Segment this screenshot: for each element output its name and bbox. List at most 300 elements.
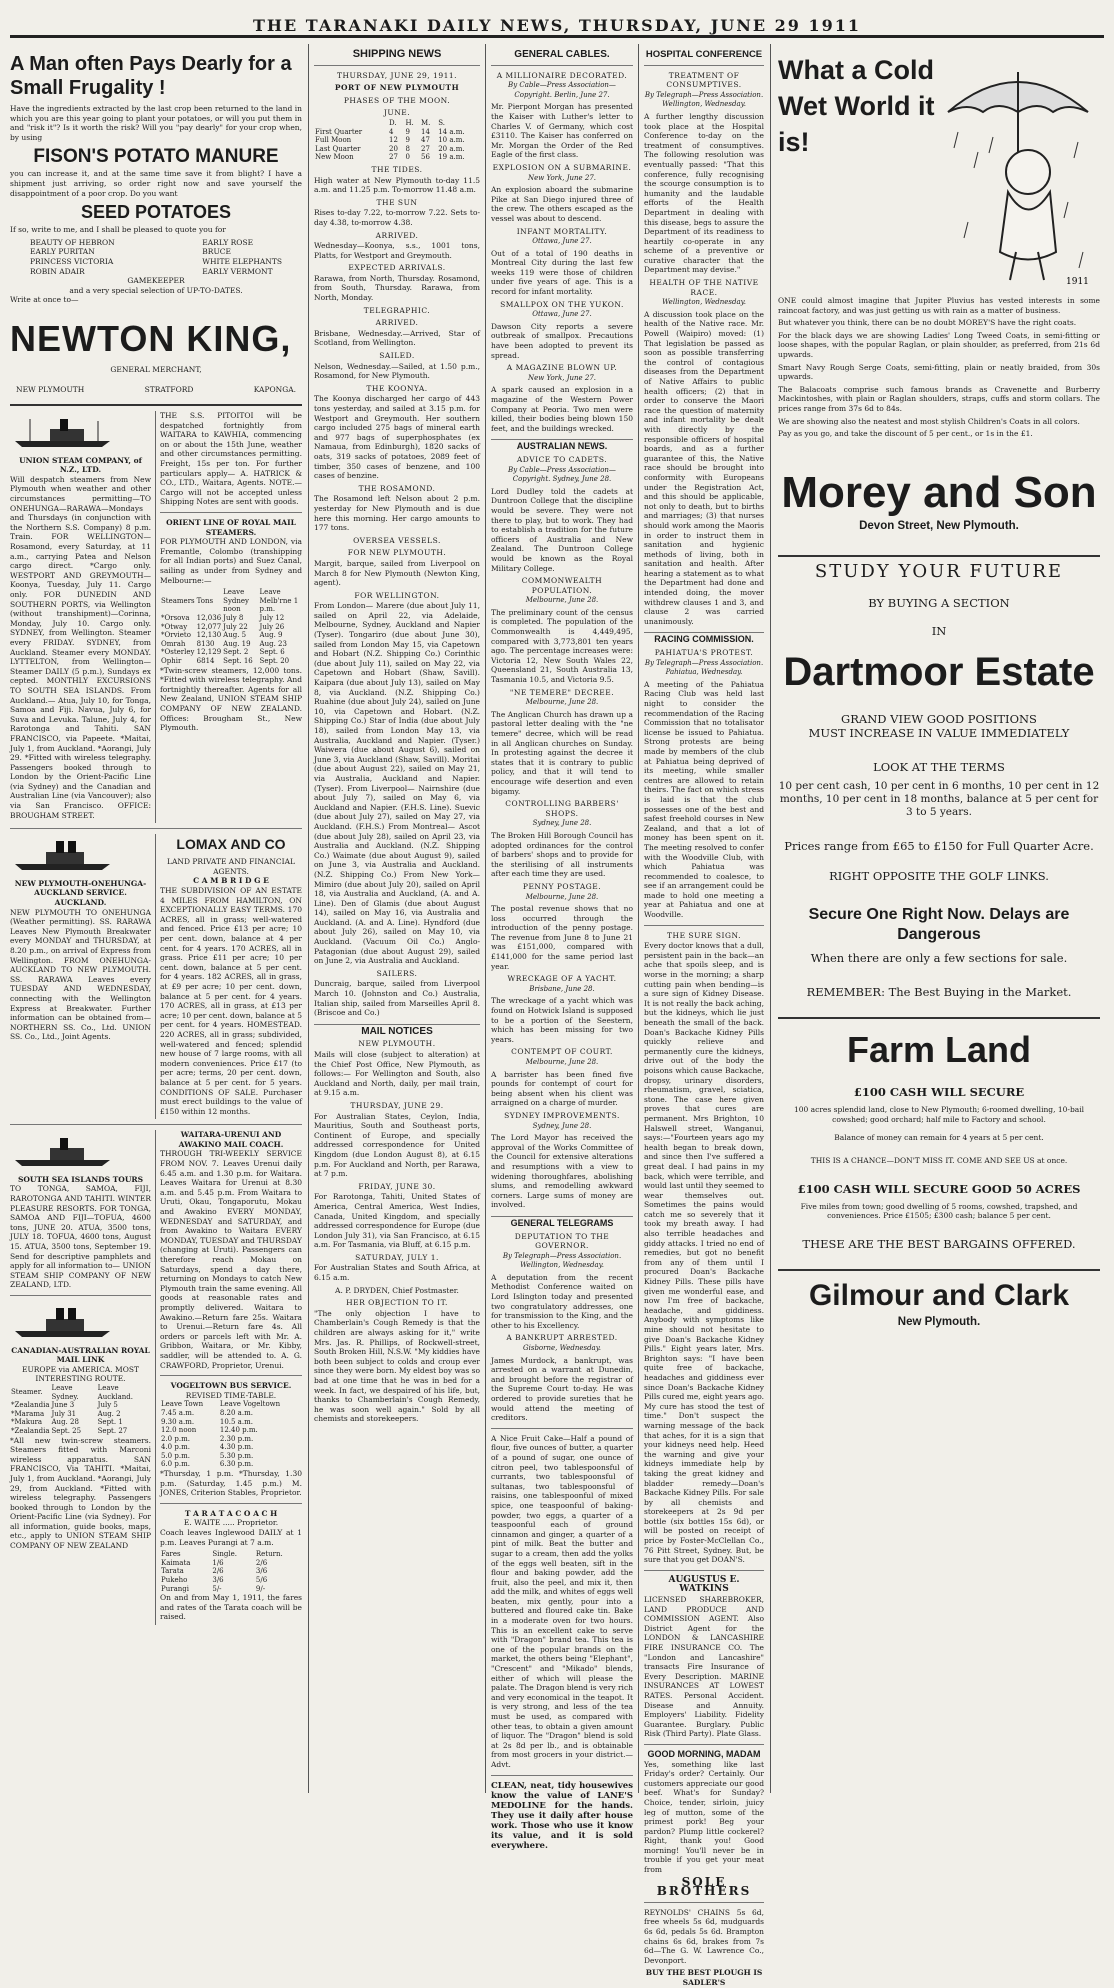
orient-text: FOR PLYMOUTH AND LONDON, via Fremantle, Colombo (transhipping for all Indian ports) and Suez Canal, sailing as under from Sydney and Melbourne:— (160, 537, 302, 585)
table-cell: Ophir (161, 656, 182, 665)
ad-text: We are showing also the neatest and most stylish Children's Coats in all colors. (778, 416, 1080, 426)
section-heading: AUSTRALIAN NEWS. (491, 439, 633, 452)
table-row (160, 657, 302, 666)
article-text: A barrister has been fined five pounds for contempt of court for being absent when his client was arraigned on a charge of murder. (491, 1069, 633, 1108)
tarata-prop: E. WAITE ..... Proprietor. (183, 1518, 279, 1528)
article-headline: COMMONWEALTH POPULATION. (521, 576, 603, 595)
ad-text: But whatever you think, there can be no doubt MOREY'S have the right coats. (778, 318, 1077, 328)
article-headline: THE SURE SIGN. (667, 930, 741, 940)
article-text: Every doctor knows that a dull, persistent pain in the back—an ache that spoils sleep, and is worse in the morning; a sharp cutting pain when bending—is a sure sign of Kidney Disease. It is not really the back aching, but the kidneys, which lie just beneath the small of the back. Doan's Backache Kidney Pills quickly relieve and permanently cure the kidneys, drive out of the body the poisons which cause Backache, dropsy, urinary disorders, rheumatism, gravel, sciatica, stone. The case here given proves that cures are permanent. Mrs Brighton, 10 Halswell street, Wanganui, says:—"Fourteen years ago my health began to break down, and since then I've suffered a great deal. I had pains in my back, which were terrible, and would last until they seemed to wear themselves out. Sometimes the pains would catch me so severely that it took my breath away. I had also terrible headaches and giddy attacks. I tried no end of remedies, but got no benefit from any of them until I procured Doan's Backache Kidney Pills. These pills have given me wonderful ease, and now I'm free of backache, headache, and giddiness. Anybody with symptoms like mine should not hesitate to give Doan's Backache Kidney Pills." Eight years later, Mrs. Brighton says: "I have been quite free of backache, headaches and giddiness ever since Doan's Backache Kidney Pills cured me, eight years ago. My cure has stood the test of time." Don't suspect the warning message of the back that aches, for it is a sign that your kidneys need help. Heed the warning and give your kidneys immediate help by taking the great kidney and bladder remedy—Doan's Backache Kidney Pills. For sale by all chemists and storekeepers at 2s 9d per bottle (six bottles 15s 6d), or will be posted on receipt of price by Foster-McClellan Co., 76 Pitt Street, Sydney. But, be sure that you get DOAN'S. (644, 941, 764, 1565)
dateline: By Cable—Press Association—Copyright. Berlin, June 27. (508, 81, 616, 99)
table-row (160, 1460, 302, 1469)
table-cell: Aug. 2 (97, 1409, 121, 1418)
divider (314, 65, 480, 66)
table-cell: Sept. 25 (51, 1426, 82, 1435)
article-text: An explosion aboard the submarine Pike at San Diego injured three of the crew. The others escaped as the vessel was about to descend. (491, 185, 633, 223)
article-headline: CONTROLLING BARBERS' SHOPS. (505, 799, 619, 818)
awaki-text: THROUGH TRI-WEEKLY SERVICE FROM NOV. 7. Leaves Urenui daily 6.45 a.m. and 1.30 p.m. for Waitara. Leaves Waitara for Urenui at 8.30 a.m. and 5.45 p.m. From Waitara to Uruti, Okau, Tongaporutu, Mokau and Awakino EVERY MONDAY, WEDNESDAY and SATURDAY, and from Awakino to Waitara EVERY MONDAY, TUESDAY and THURSDAY (changing at Uruti). Passengers can therefore reach Mokau on Saturdays, spend a day there, returning on Mondays to catch New Plymouth train the same evening. All goods at reasonable rates and promptly delivered. Waitara to Awakino.—Return fare 25s. Waitara to Urenui.—Return fare 4s. All orders or parcels left with Mr. A. Gribbon, Waitara, or Mr. Kibby, saddler, will be attended to. A. G. CRAWFORD, Proprietor, Urenui. (160, 1149, 302, 1370)
article-headline: TREATMENT OF CONSUMPTIVES. (666, 70, 742, 90)
table-cell: 5/- (212, 1584, 222, 1593)
tarata-text: Coach leaves Inglewood DAILY at 1 p.m. Leaves Purangi at 7 a.m. (160, 1528, 302, 1547)
divider (644, 1570, 764, 1571)
divider (10, 1295, 151, 1296)
cash-secure-line: £100 CASH WILL SECURE (853, 1085, 1025, 1100)
table-row (314, 145, 480, 154)
article-text: The Koonya discharged her cargo of 443 tons yesterday, and sailed at 3.15 p.m. for Westport and Greymouth. Her southern cargo included 275 bags of mineral earth and 977 bags of superphosphates (ex Namaua, from Edinburgh), 1820 sacks of oats, 319 sacks of potatoes, 2089 feet of timber, 350 cases of benzene, and 100 cases of benzine. (314, 394, 480, 481)
lomax-town: C A M B R I D G E (193, 876, 269, 886)
table-row (160, 1435, 302, 1444)
morey-ad-top (778, 52, 1100, 292)
table-row (10, 1427, 151, 1436)
value-line: MUST INCREASE IN VALUE IMMEDIATELY (808, 726, 1070, 741)
column-display-advertisements (772, 44, 1106, 1795)
orient-title: ORIENT LINE OF ROYAL MAIL STEAMERS. (166, 518, 296, 537)
table-cell: July 12 (259, 613, 285, 622)
table-header-row (160, 1550, 302, 1559)
table-cell: *Orvieto (161, 631, 191, 640)
dateline: By Telegraph—Press Association. Pahiatua, Wednesday. (644, 658, 764, 677)
table-cell: 4 (389, 127, 394, 136)
table-cell: Aug. 9 (259, 631, 283, 640)
divider (491, 65, 633, 66)
table-row (160, 623, 302, 632)
signature: A. P. DRYDEN, Chief Postmaster. (335, 1285, 459, 1295)
ad-left-half (10, 1130, 156, 1625)
watkins-heading: AUGUSTUS E. WATKINS (668, 1574, 740, 1595)
fison-heading: FISON'S POTATO MANURE (33, 146, 279, 168)
variety: GAMEKEEPER (127, 276, 185, 286)
ad-text: Pay as you go, and take the discount of 5 per cent., or 1s in the £1. (778, 429, 1033, 439)
merchant-line: GENERAL MERCHANT, (110, 364, 202, 374)
umbrella-cartoon-icon (938, 52, 1098, 292)
varieties-left (30, 238, 115, 276)
table-cell: Omrah (161, 639, 186, 648)
moon-table (314, 119, 480, 162)
chance-line: THIS IS A CHANCE—DON'T MISS IT. COME AND SEE US at once. (810, 1156, 1068, 1166)
divider (10, 1124, 302, 1125)
cana-foot: *All new twin-screw steamers. Steamers fitted with Marconi wireless apparatus. SAN FRANCISCO, Via TAHITI. *Maitai, July 1, from Auckland. *Aorangi, July 29, from Auckland. *Fitted with wireless telegraphy. Passengers booked through to London by the Orient-Pacific Line (via Sydney). For all information, guide books, maps, etc., apply to UNION STEAM SHIP COMPANY OF NEW ZEALAND (10, 1435, 151, 1551)
table-header: Leave Auckland. (97, 1383, 133, 1401)
dateline: Ottawa, June 27. (532, 237, 592, 246)
table-row (10, 1410, 151, 1419)
table-cell: Last Quarter (315, 144, 361, 153)
table-row (160, 1409, 302, 1418)
table-cell: 3/6 (255, 1567, 268, 1576)
article-text: Rises to-day 7.22, to-morrow 7.22. Sets to-day 4.38, to-morrow 4.38. (314, 208, 480, 227)
divider (10, 404, 302, 406)
pitoiti-text: THE S.S. PITOITOI will be despatched fortnightly from WAITARA to KAWHIA, commencing on or about the 15th June, weather and other circumstances permitting. Freight, 15s per ton. For further particulars apply— A. HATRICK & CO., LTD., Waitara, Agents. NOTE.—Cargo will not be accepted unless Shipping Notes are sent with goods. (160, 411, 302, 507)
plough-line: BUY THE BEST PLOUGH IS SADLER'S (645, 1968, 763, 1987)
subheading: EXPECTED ARRIVALS. (348, 263, 446, 273)
article-headline: PAHIATUA'S PROTEST. (654, 648, 754, 658)
secure-heading: Secure One Right Now. Delays are Dangerous (808, 906, 1070, 944)
steamship-icon (10, 838, 120, 872)
table-cell: 8 (405, 144, 410, 153)
article-text: High water at New Plymouth to-day 11.5 a.m. and 11.25 p.m. To-morrow 11.48 a.m. (314, 175, 480, 195)
ad-left-half (10, 411, 156, 823)
article-text: Duncraig, barque, sailed from Liverpool March 10. (Johnston and Co.) Australia, Italian ship, sailed from Marseilles April 8. (Briscoe and Co.) (314, 979, 480, 1018)
gilmour-clark-heading: Gilmour and Clark (808, 1278, 1070, 1312)
article-text: REYNOLDS' CHAINS 5s 6d, free wheels 5s 6d, mudguards 6s 6d, pedals 5s 6d. Brampton chains 6s 6d, brakes from 7s 6d—The G. W. Lawrence Co., Devonport. (644, 1907, 764, 1965)
subheading: OVERSEA VESSELS. (353, 535, 441, 545)
ad-left-half (10, 834, 156, 1119)
table-cell: 10 a.m. (438, 136, 465, 145)
ad-text: you can increase it, and at the same time save it from blight? I have a shipment just arriving, so order right now and save yourself the disappointment of a poor crop. Do you want (10, 169, 302, 198)
variety: BEAUTY OF HEBRON (30, 237, 115, 247)
ad-right-half (156, 411, 302, 823)
article-text: The wreckage of a yacht which was found on Hotwick Island is supposed to be a portion of the Seestern, which has been missing for two years. (491, 996, 633, 1044)
varieties (10, 238, 302, 276)
terms-text: 10 per cent cash, 10 per cent in 6 months, 10 per cent in 12 months, 10 per cent in 18 months, balance at 5 per cent for 3 to 5 years. (778, 780, 1100, 819)
table-cell: Aug. 23 (259, 639, 287, 648)
ad-right-half (156, 834, 302, 1119)
ad-title-line1: A Man often Pays Dearly for a (10, 53, 292, 75)
lanes-ad: CLEAN, neat, tidy housewives know the value of LANE'S MEDOLINE for the hands. They use it daily after house work. Those who use it know its value, and it is sold everywhere. (491, 1780, 633, 1851)
ad-text: Five miles from town; good dwelling of 5 rooms, cowshed, trapshed, and conveniences. Price £1505; £300 cash; balance 5 per cent. (800, 1201, 1078, 1221)
cartoon-date: 1911 (1066, 277, 1089, 287)
column-shipping-news (310, 44, 484, 1795)
variety: PRINCESS VICTORIA (30, 256, 114, 266)
ad-text: The Balacoats comprise such famous brands as Cravenette and Burberry Mackintoshes, with plain or Raglan shoulders, straps, cuffs and storm collars. The prices range from 37s 6d to 84s. (778, 384, 1100, 413)
table-row (160, 1426, 302, 1435)
town-list (10, 385, 302, 395)
article-headline: INFANT MORTALITY. (516, 226, 608, 236)
article-text: For Australian States, Ceylon, India, Mauritius, South and Southeast ports, Continent of Europe, and specially addressed correspondence for United Kingdom (due London August 8), at 6.15 p.m. For Auckland and North, per Rarawa, at 7 p.m. (314, 1111, 480, 1179)
divider (160, 512, 302, 513)
article-text: Mails will close (subject to alteration) at the Chief Post Office, New Plymouth, as follows:— For Wellington and South, also Auckland and North, daily, per mail train, at 9.15 a.m. (314, 1050, 480, 1098)
table-cell: June 3 (51, 1401, 75, 1410)
table-header: Steamer. (11, 1388, 43, 1397)
table-header: S. (438, 118, 445, 127)
table-header (314, 119, 388, 128)
study-future-heading: STUDY YOUR FUTURE (814, 560, 1064, 582)
ad-text: Have the ingredients extracted by the last crop been returned to the land in which you are this year going to plant your potatoes, or will you put them in and "risk it"? Is it worth the risk? Will you "pay dearly" for your crop when, by using (10, 104, 302, 142)
table-cell: July 5 (97, 1401, 118, 1410)
table-cell: 20 (389, 144, 398, 153)
new-plymouth-line: New Plymouth. (897, 1315, 981, 1328)
steamship-icon (10, 415, 120, 449)
subheading: ARRIVED. (375, 230, 419, 240)
table-header: D. (389, 118, 397, 127)
seed-heading: SEED POTATOES (80, 202, 232, 223)
table-cell: 6.30 p.m. (219, 1460, 254, 1469)
article-text: Yes, something like last Friday's order? Certainly. Our customers appreciate our good beef. What's for Sunday? Choice, tender, sirloin, juicy leg of mutton, some of the primest pork! Beg your pardon? Plump little cockerel? Right, thank you! Good morning! You'll never be in trouble if you get your meat from (644, 1759, 764, 1875)
table-cell: 20 a.m. (438, 144, 465, 153)
article-headline: "NE TEMERE" DECREE. (509, 687, 615, 697)
table-cell: Aug. 5 (223, 631, 247, 640)
subheading: JUNE. (383, 108, 411, 118)
subheading: THE TIDES. (371, 164, 423, 174)
table-cell: *Orsova (161, 613, 190, 622)
lomax-title: LOMAX AND CO (176, 836, 286, 853)
in-line: IN (931, 624, 947, 639)
table-cell: July 8 (223, 613, 244, 622)
dateline: Wellington, Wednesday. (662, 298, 746, 307)
table-cell: 47 (421, 136, 430, 145)
vog-sub: REVISED TIME-TABLE. (185, 1390, 277, 1400)
cana-table (10, 1384, 151, 1436)
divider (778, 1017, 1100, 1019)
ssi-title: SOUTH SEA ISLANDS TOURS (17, 1174, 144, 1184)
cana-text: EUROPE via AMERICA. MOST INTERESTING ROUTE. (21, 1364, 140, 1384)
table-cell: Sept. 1 (97, 1418, 123, 1427)
ad-text: Smart Navy Rough Serge Coats, semi-fitting, plain or neatly braided, from 30s upwards. (778, 362, 1100, 382)
table-header: Steamers (161, 596, 195, 605)
sole-brothers: SOLE BROTHERS (656, 1874, 752, 1899)
article-headline: A BANKRUPT ARRESTED. (506, 1333, 618, 1343)
np-onehunga-text: NEW PLYMOUTH TO ONEHUNGA (Weather permitting). SS. RARAWA Leaves New Plymouth Breakwater every MONDAY and THURSDAY, at 8.20 p.m., on arrival of Express from Wellington. FROM ONEHUNGA-AUCKLAND TO NEW PLYMOUTH. SS. RARAWA Leaves every TUESDAY AND WEDNESDAY, connecting with the Wellington Express at Breakwater. Further information can be obtained from— NORTHERN SS. Co., Ltd. UNION SS. Co., Ltd., Joint Agents. (10, 907, 151, 1042)
table-cell: 0 (405, 153, 410, 162)
table-cell: *Osterley (161, 648, 195, 657)
article-headline: WRECKAGE OF A YACHT. (507, 974, 617, 984)
divider (644, 1744, 764, 1745)
usc-title: UNION STEAM COMPANY, of N.Z., LTD. (19, 455, 142, 475)
table-row (160, 1443, 302, 1452)
tarata-title: T A R A T A C O A C H (184, 1508, 278, 1518)
table-cell: 10.5 a.m. (219, 1417, 253, 1426)
devon-street-line: Devon Street, New Plymouth. (859, 519, 1019, 532)
divider (644, 925, 764, 926)
column-rule (638, 44, 639, 1793)
article-headline: SMALLPOX ON THE YUKON. (500, 299, 624, 309)
table-cell: Aug. 19 (223, 639, 251, 648)
table-row (314, 128, 480, 137)
table-row (160, 614, 302, 623)
table-header: Leave Sydney. (51, 1383, 79, 1401)
newton-king-heading: NEWTON KING, (10, 317, 292, 359)
town: STRATFORD (144, 384, 194, 394)
table-cell: 6814 (196, 656, 215, 665)
vog-foot: *Thursday, 1 p.m. *Thursday, 1.30 p.m. (Saturday, 1.45 p.m.) M. JONES, Criterion Stables, Proprietor. (160, 1469, 302, 1498)
ad-row (10, 1130, 302, 1625)
table-cell: First Quarter (315, 127, 363, 136)
vog-table (160, 1400, 302, 1469)
table-row (314, 136, 480, 145)
subheading: SAILERS. (376, 968, 418, 978)
cana-title: CANADIAN-AUSTRALIAN ROYAL MAIL LINK (11, 1345, 150, 1365)
table-header-row (10, 1384, 151, 1401)
ad-title-line2: Small Frugality ! (10, 77, 166, 99)
dartmoor-heading: Dartmoor Estate (783, 650, 1095, 695)
dateline: By Telegraph—Press Association. Wellington, Wednesday. (502, 1251, 622, 1270)
subheading: FRIDAY, JUNE 30. (358, 1181, 436, 1191)
subheading: FOR NEW PLYMOUTH. (347, 548, 447, 558)
article-text: Wednesday—Koonya, s.s., 1001 tons, Platts, for Westport and Greymouth. (314, 241, 480, 260)
golf-links-line: RIGHT OPPOSITE THE GOLF LINKS. (829, 869, 1049, 884)
divider (644, 1902, 764, 1903)
table-cell: 2.0 p.m. (161, 1434, 190, 1443)
table-cell: Kaimata (161, 1558, 191, 1567)
article-headline: A MAGAZINE BLOWN UP. (506, 363, 618, 373)
section-heading: GENERAL CABLES. (514, 49, 610, 60)
article-text: A Nice Fruit Cake—Half a pound of flour, five ounces of butter, a quarter of a pound of sugar, one ounce of citron peel, two tablespoonsful of currants, two tablespoonsful of sultanas, two tablespoonsful of raisins, one tablespoonful of mixed spice, one teaspoonful of baking-powder, two eggs, a quarter of a teaspoonful each of ground cinnamon and ginger, a quarter of a pint of milk. Beat the butter and sugar to a cream, then add the yolks of the eggs well beaten, sift in the flour and baking powder, add the fruit, also the peel, and mix it, then add the milk, and whites of eggs well beaten, mix gently, pour into a buttered and floured cake tin. Bake in a moderate oven for two hours. This is an excellent cake to serve with "Dragon" brand tea. This tea is one of the popular brands on the market, the others being "Elephant", "Crescent" and "Mikado" blends, either of which will please the palate. The Dragon blend is very rich and very economical in the teapot. It is very strong, and less of the tea must be used, as compared with other teas, to obtain a given amount of liquor. The "Dragon" blend is sold at 2s 8d per lb., and is obtainable from most grocers in your district.—Advt. (491, 1433, 633, 1769)
table-header: Leave Sydney noon (223, 588, 249, 614)
table-cell: 12.0 noon (161, 1426, 197, 1435)
ad-right-half (156, 1130, 302, 1625)
table-cell: 3/6 (212, 1576, 224, 1584)
vog-title: VOGELTOWN BUS SERVICE. (170, 1381, 292, 1391)
table-cell: 9.30 a.m. (161, 1417, 195, 1426)
table-cell: Sept. 2 (223, 648, 249, 657)
table-row (160, 640, 302, 649)
article-text: Out of a total of 190 deaths in Montreal City during the last few weeks 119 were those of children under five years of age. This is a record for infant mortality. (491, 248, 633, 297)
tarata-table (160, 1550, 302, 1593)
column-rule (308, 44, 309, 1793)
divider (491, 1775, 633, 1776)
table-cell: 5.30 p.m. (219, 1451, 254, 1460)
table-cell: July 31 (51, 1409, 77, 1418)
buying-line: BY BUYING A SECTION (868, 596, 1010, 611)
dateline: Ottawa, June 27. (532, 310, 592, 319)
subheading: THE ROSAMOND. (358, 483, 436, 493)
look-terms-line: LOOK AT THE TERMS (873, 760, 1005, 775)
dateline: By Telegraph—Press Association. Wellington, Wednesday. (644, 90, 764, 109)
table-cell: 9 (405, 127, 410, 136)
table-row (10, 1401, 151, 1410)
article-text: The Broken Hill Borough Council has adopted ordinances for the control of barbers' shops and to provide for the sterilising of all instruments after each time they are used. (491, 830, 634, 879)
morey-and-son-heading: Morey and Son (781, 467, 1097, 517)
subheading: PORT OF NEW PLYMOUTH (334, 83, 460, 93)
section-heading: MAIL NOTICES (314, 1024, 480, 1037)
article-headline: CONTEMPT OF COURT. (511, 1047, 613, 1057)
column-general-cables (487, 44, 637, 1851)
table-row (160, 1452, 302, 1461)
write-line: Write at once to— (10, 295, 79, 305)
table-cell: July 26 (259, 622, 285, 631)
table-cell: 7.45 a.m. (161, 1408, 195, 1417)
varieties-right (202, 238, 282, 276)
awaki-title: WAITARA-URENUI AND AWAKINO MAIL COACH. (178, 1130, 284, 1149)
subheading: THE SUN (376, 197, 418, 207)
article-headline: DEPUTATION TO THE GOVERNOR. (514, 1231, 610, 1251)
variety: BRUCE (202, 247, 231, 257)
town: KAPONGA. (253, 384, 296, 394)
steamship-icon (10, 1134, 120, 1168)
article-text: The Anglican Church has drawn up a pastoral letter dealing with the "ne temere" decree, which will be read in all Anglican churches on Sunday. In protesting against the decree it states that it is contrary to public policy, and that it will tend to encourage wife desertion and even bigamy. (491, 709, 633, 796)
table-cell: 6.0 p.m. (161, 1460, 190, 1469)
table-header: Leave Melb'rne 1 p.m. (259, 588, 299, 614)
article-text: Mr. Pierpont Morgan has presented the Kaiser with Luther's letter to Charles V. of Germany, which cost £3110. The Kaiser has conferred on Mr. Morgan the Order of the Red Eagle of the first class. (491, 102, 633, 160)
article-text: From London— Marere (due about July 11, sailed on April 22, via Adelaide, Melbourne, Sydney, Auckland and Napier (Tyser). Tongariro (due about June 30), sailed from London May 15, via Capetown and Hobart (N.Z. Shipping Co.) Corinthic (due about July 11), sailed on May 22, via Capetown and Hobart (Shaw, Savill). Kaipara (due about July 13), sailed on May 8, via Auckland. (N.Z. Shipping Co.) Ruahine (due about July 24), sailed on June 10, via Capetown and Hobart. (N.Z. Shipping Co.) Star of India (due about July 18), sailed from London May 13, via Australia, Auckland and Napier. (Tyser.) Waiwera (due about August 6), sailed on June 3, via Auckland (Shaw, Savill). Moritai (due about August 22), sailed on May 21, via Australia, Auckland and Napier. (Tyser). From Liverpool— Nairnshire (due about July 7), sailed on May 6, via Auckland and Napier. (F.H.S. Line). Suevic (due about July 27), sailed on May 27, via Auckland. (F.H.S.) From Montreal— Ascot (due about July 28), sailed on April 23, via Australia and Auckland. (N.Z. Shipping Co.) Waimate (due about August 9), sailed on June 3, via Australia and Auckland. (N.Z. Shipping Co.) From New York— Mimiro (due about July 20), sailed on April 18, via Australia and Auckland, (A. and A. Line). Den of Glamis (due about August 14), sailed on May 16, via Australia and Auckland. (A. and A. Line). Hyndford (due about July 26), sailed on May 10, via Auckland. (Vacuum Oil Co.) Anglo-Patagonian (due about August 29), sailed on June 2, via Australia and Auckland. (314, 601, 480, 966)
table-cell: 14 (421, 127, 430, 136)
table-cell: 27 (389, 153, 398, 162)
np-onehunga-title: NEW PLYMOUTH-ONEHUNGA-AUCKLAND SERVICE. AUCKLAND. (14, 878, 147, 908)
table-cell: *Otway (161, 622, 188, 631)
table-cell: Sept. 27 (97, 1426, 128, 1435)
table-header: Leave Vogeltown (219, 1400, 281, 1409)
table-cell: Tarata (161, 1567, 184, 1576)
subheading: HER OBJECTION TO IT. (346, 1298, 448, 1308)
table-cell: 2.30 p.m. (219, 1434, 254, 1443)
article-text: The Rosamond left Nelson about 2 p.m. yesterday for New Plymouth and is due here this morning. Her cargo amounts to 177 tons. (314, 494, 480, 533)
grand-view-line: GRAND VIEW GOOD POSITIONS (841, 712, 1037, 727)
table-cell: 12,130 (196, 631, 222, 640)
article-text: A deputation from the recent Methodist Conference waited on Lord Islington today and presented two congratulatory addresses, one for transmission to the King, and the other to his Excellency. (491, 1272, 633, 1330)
table-header: Fares (161, 1550, 181, 1559)
table-cell: 12,036 (196, 613, 222, 622)
divider (778, 555, 1100, 557)
table-header-row (314, 119, 480, 128)
article-text: Dawson City reports a severe outbreak of smallpox. Precautions have been adopted to prevent its spread. (491, 321, 633, 360)
divider (491, 1428, 633, 1429)
article-text: A meeting of the Pahiatua Racing Club was held last night to consider the recommendation of the Racing Commission that no totalisator license be issued to Pahiatua. Strong protests are being made by members of the club at Pahiatua being deprived of its meeting, while smaller centres are allowed to retain theirs. The fact on which stress is laid is that the club possesses one of the best and safest freehold courses in New Zealand, and that a lot of money has been spent on it. The meeting resolved to confer with the Woodville Club, with which Pahiatua was recommended to coalesce, to see if an arrangement could be made to hold one meeting a year at Pahiatua and one at Woodville. (644, 679, 764, 920)
article-text: The postal revenue shows that no loss occurred through the introduction of the penny postage. The revenue from June 8 to June 21 was £151,000, compared with £141,000 for the same period last year. (491, 904, 633, 971)
table-cell: Sept. 6 (259, 648, 285, 657)
divider (160, 1375, 302, 1376)
town: NEW PLYMOUTH (16, 384, 85, 394)
variety: EARLY PURITAN (30, 247, 95, 257)
table-cell: July 22 (223, 622, 248, 631)
section-heading: RACING COMMISSION. (644, 632, 764, 645)
article-headline: A MILLIONAIRE DECORATED. (496, 70, 628, 80)
table-cell: 8130 (196, 639, 215, 648)
lomax-sub: LAND PRIVATE AND FINANCIAL AGENTS. (167, 857, 295, 876)
table-header: H. (405, 118, 414, 127)
article-text: LICENSED SHAREBROKER, LAND PRODUCE AND COMMISSION AGENT. Also District Agent for the LONDON & LANCASHIRE FIRE INSURANCE CO. The "London and Lancashire" transacts Fire Insurance of Every Description. MARINE INSURANCES AT LOWEST RATES. Personal Accident. Disease and Annuity. Employers' Liability. Fidelity Guarantee. Burglary. Public Risk (Third Party). Plate Glass. (644, 1595, 764, 1739)
article-headline: HEALTH OF THE NATIVE RACE. (649, 278, 759, 297)
orient-foot: *Twin-screw steamers, 12,000 tons. *Fitted with wireless telegraphy. And fortnightly thereafter. Agents for all New Zealand, UNION STEAM SHIP COMPANY OF NEW ZEALAND. Offices: Brougham St., New Plymouth. (160, 665, 302, 733)
masthead: THE TARANAKI DAILY NEWS, THURSDAY, JUNE 29 1911 (10, 16, 1104, 38)
wet-world-heading: What a Cold Wet World it is! (778, 55, 935, 157)
table-cell: 4.30 p.m. (219, 1443, 254, 1452)
tarata-foot: On and from May 1, 1911, the fares and rates of the Tarata coach will be raised. (160, 1593, 302, 1622)
table-row (10, 1418, 151, 1427)
table-cell: 12 (389, 136, 398, 145)
article-headline: ADVICE TO CADETS. (516, 454, 608, 464)
column-rule (485, 44, 486, 1793)
dateline: Melbourne, June 28. (525, 596, 599, 605)
article-text: For Australian States and South Africa, at 6.15 a.m. (314, 1263, 480, 1283)
subheading: FOR WELLINGTON. (354, 590, 440, 600)
table-cell: Purangi (161, 1584, 189, 1593)
table-cell: *Zealandia (11, 1401, 50, 1410)
subheading: THE KOONYA. (366, 383, 428, 393)
good-morning-heading: GOOD MORNING, MADAM (647, 1748, 761, 1759)
article-text: Nelson, Wednesday.—Sailed, at 1.50 p.m., Rosamond, for New Plymouth. (314, 361, 480, 381)
special-line: and a very special selection of UP-TO-DATES. (69, 285, 243, 295)
subheading: ARRIVED. (375, 318, 419, 328)
table-cell: Sept. 16 (223, 656, 253, 665)
article-text: The preliminary count of the census is completed. The population of the Commonwealth is 4,449,495, compared with 3,773,801 ten years ago. The percentage increases were: Victoria 12, New South Wales 22, Queensland 21, South Australia 13, Tasmania 10.5, and Victoria 9.5. (491, 607, 633, 685)
table-cell: Aug. 28 (51, 1418, 79, 1427)
table-row (314, 153, 480, 162)
table-row (160, 631, 302, 640)
ad-text: 100 acres splendid land, close to New Plymouth; 6-roomed dwelling, 10-bail cowshed; good orchard; half mile to Factory and school. (793, 1105, 1085, 1124)
article-text: A spark caused an explosion in a magazine of the Western Power Company at Peoria. Two men were killed, their bodies being blown 150 feet, and the buildings wrecked. (491, 385, 633, 433)
section-heading: SHIPPING NEWS (352, 48, 442, 60)
table-header: Leave Town (161, 1400, 204, 1409)
table-cell: New Moon (315, 153, 354, 162)
bargains-line: THESE ARE THE BEST BARGAINS OFFERED. (802, 1236, 1076, 1251)
table-header-row (160, 1400, 302, 1409)
table-header-row (160, 588, 302, 614)
table-row (160, 648, 302, 657)
table-header: M. (421, 118, 431, 127)
dateline: Gisborne, Wednesday. (523, 1344, 601, 1353)
usc-text: Will despatch steamers from New Plymouth when weather and other circumstances permitting—TO ONEHUNGA—RARAWA—Mondays and Thursdays (in conjunction with the Northern S.S. Company) 8 p.m. Train. FOR WELLINGTON—Rosamond, every Saturday, at 11 a.m., carrying Patea and Nelson cargo direct. *Cargo only. WESTPORT AND GREYMOUTH—Koonya, Tuesday, July 11. Cargo only. FOR DUNEDIN AND SOUTHERN PORTS, via Wellington (without transhipment)—Corinna, Monday, July 10. Cargo only. SYDNEY, from Wellington. Steamer every FRIDAY. SYDNEY, from Auckland. Steamer every MONDAY. LYTTELTON, from Wellington—Steamer DAILY (5 p.m.), Sundays ex cepted. MONTHLY EXCURSIONS TO SOUTH SEA ISLANDS. From Auckland.— Atua, July 10, for Tonga, Samoa and Fiji. Navua, July 6, for Suva and Levuka. Talune, July 4, for Rarotonga and Tahiti. SAN FRANCISCO, via Papeete. *Maitai, July 1, from Auckland. *Aorangi, July 29. *Fitted with wireless telegraphy. Passengers booked through to London by the Orient-Pacific Line (via Sydney) and the Canadian and Australian Line (via Vancouver); also via San Francisco. OFFICE: BROUGHAM STREET. (10, 474, 151, 820)
section-heading: GENERAL TELEGRAMS (491, 1216, 633, 1229)
cash-fifty-line: £100 CASH WILL SECURE GOOD 50 ACRES (797, 1181, 1081, 1196)
article-text: James Murdock, a bankrupt, was arrested on a warrant at Dunedin, and brought before the registrar of the Supreme Court to-day. He was ordered to provide sureties that he would attend the meeting of creditors. (491, 1355, 633, 1423)
orient-table (160, 588, 302, 665)
seed-intro: If so, write to me, and I shall be pleased to quote you for (10, 225, 226, 235)
subheading: TELEGRAPHIC. (363, 305, 431, 315)
table-cell: 12,129 (196, 648, 222, 657)
dateline: Sydney, June 28. (532, 1121, 592, 1130)
article-headline: EXPLOSION ON A SUBMARINE. (492, 162, 632, 172)
table-row (160, 1418, 302, 1427)
divider (778, 1269, 1100, 1271)
